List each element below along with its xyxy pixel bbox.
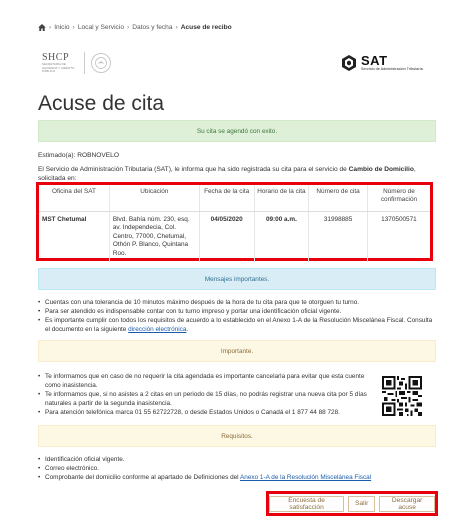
breadcrumb-separator: ›	[175, 24, 178, 31]
list-item: • Te informamos que, si no asistes a 2 citas en un periodo de 15 días, no podrás registrar una nueva cita por 5 días naturales a partir de la segunda inasistencia.	[38, 390, 373, 408]
list-item-suffix: .	[186, 326, 189, 333]
important-messages-header: Mensajes importantes.	[38, 268, 436, 290]
column-header-numero-cita: Número de cita	[309, 185, 368, 211]
breadcrumb-separator: ›	[127, 24, 130, 31]
electronic-address-link[interactable]: dirección electrónica	[128, 326, 187, 333]
requirements-list	[38, 455, 436, 482]
column-header-fecha: Fecha de la cita	[199, 185, 254, 211]
breadcrumb-separator: ›	[49, 24, 52, 31]
column-header-horario: Horario de la cita	[254, 185, 309, 211]
intro-paragraph	[38, 165, 436, 183]
page-title: Acuse de cita	[38, 92, 165, 115]
cell-fecha: 04/05/2020	[199, 211, 254, 262]
list-item	[38, 473, 436, 482]
cell-numero-cita: 31998885	[309, 211, 368, 262]
shcp-logo	[42, 52, 111, 74]
column-header-numero-confirmacion: Número de confirmación	[367, 185, 430, 211]
shcp-logo-subtitle: SECRETARÍA DE HACIENDA Y CRÉDITO PÚBLICO	[42, 62, 75, 74]
sat-logo-icon	[340, 54, 358, 72]
logo-divider	[84, 52, 85, 74]
home-icon[interactable]	[38, 24, 46, 31]
appointment-table-highlight	[36, 182, 433, 261]
cell-horario: 09:00 a.m.	[254, 211, 309, 262]
breadcrumb	[38, 24, 232, 31]
national-seal-icon	[91, 53, 111, 73]
exit-button[interactable]: Salir	[348, 496, 375, 512]
breadcrumb-current: Acuse de recibo	[180, 24, 232, 31]
header	[38, 50, 436, 80]
anexo-link[interactable]: Anexo 1-A de la Resolución Miscelánea Fiscal	[240, 474, 372, 481]
list-item: • Correo electrónico.	[38, 464, 436, 473]
sat-logo-subtitle: Servicio de Administración Tributaria	[361, 67, 423, 71]
intro-text: El Servicio de Administración Tributaria (SAT), le informa que ha sido registrada su cita para el servicio de	[38, 166, 349, 173]
download-receipt-button[interactable]: Descargar acuse	[379, 496, 435, 512]
intro-suffix: , solicitada en:	[38, 166, 416, 182]
satisfaction-survey-button[interactable]: Encuesta de satisfacción	[269, 496, 344, 512]
breadcrumb-datos-fecha[interactable]: Datos y fecha	[132, 24, 173, 31]
cell-oficina: MST Chetumal	[42, 215, 87, 223]
sat-logo-text: SAT	[361, 53, 388, 68]
cell-numero-confirmacion: 1370500571	[367, 211, 430, 262]
list-item-text: Comprobante del domicilio conforme al apartado de Definiciones del	[45, 474, 241, 481]
list-item: • Para atención telefónica marca 01 55 62722728, o desde Estados Unidos o Canadá el 1 877 44 88 728.	[38, 408, 373, 417]
list-item: • Identificación oficial vigente.	[38, 455, 436, 464]
list-item: • Cuentas con una tolerancia de 10 minutos máximo después de la hora de tu cita para que te otorguen tu turno.	[38, 298, 436, 307]
list-item: • Te informamos que en caso de no requerir la cita agendada es importante cancelarla para evitar que esta cuente como inasistencia.	[38, 372, 373, 390]
important-header: Importante.	[38, 340, 436, 362]
table-row	[39, 211, 430, 262]
action-buttons-highlight	[266, 491, 438, 516]
shcp-logo-text: SHCP	[42, 52, 70, 64]
success-alert: Su cita se agendó con exito.	[38, 120, 436, 142]
breadcrumb-separator: ›	[72, 24, 75, 31]
service-name: Cambio de Domicilio	[348, 166, 414, 173]
list-item: • Para ser atendido es indispensable contar con tu turno impreso y portar una identificación oficial vigente.	[38, 307, 436, 316]
requirements-header: Requisitos.	[38, 425, 436, 447]
qr-code-icon	[382, 376, 422, 416]
breadcrumb-local-servicio[interactable]: Local y Servicio	[77, 24, 124, 31]
greeting: Estimado(a): ROBNOVELO	[38, 152, 119, 159]
breadcrumb-inicio[interactable]: Inicio	[54, 24, 70, 31]
important-list	[38, 372, 373, 417]
column-header-ubicacion: Ubicación	[109, 185, 199, 211]
column-header-oficina: Oficina del SAT	[39, 185, 109, 211]
sat-logo	[340, 54, 423, 72]
list-item	[38, 316, 436, 334]
important-messages-list	[38, 298, 436, 334]
list-item-text: Es importante cumplir con todos los requisitos de acuerdo a lo establecido en el Anexo 1-A de la Resolución Miscelánea Fiscal. Consulta el documento en la siguiente	[45, 317, 433, 333]
appointment-table	[39, 185, 430, 262]
cell-ubicacion: Blvd. Bahía núm. 230, esq. av. Independecia, Col. Centro, 77000, Chetumal, Othón P. Blanco, Quintana Roo.	[109, 211, 199, 262]
